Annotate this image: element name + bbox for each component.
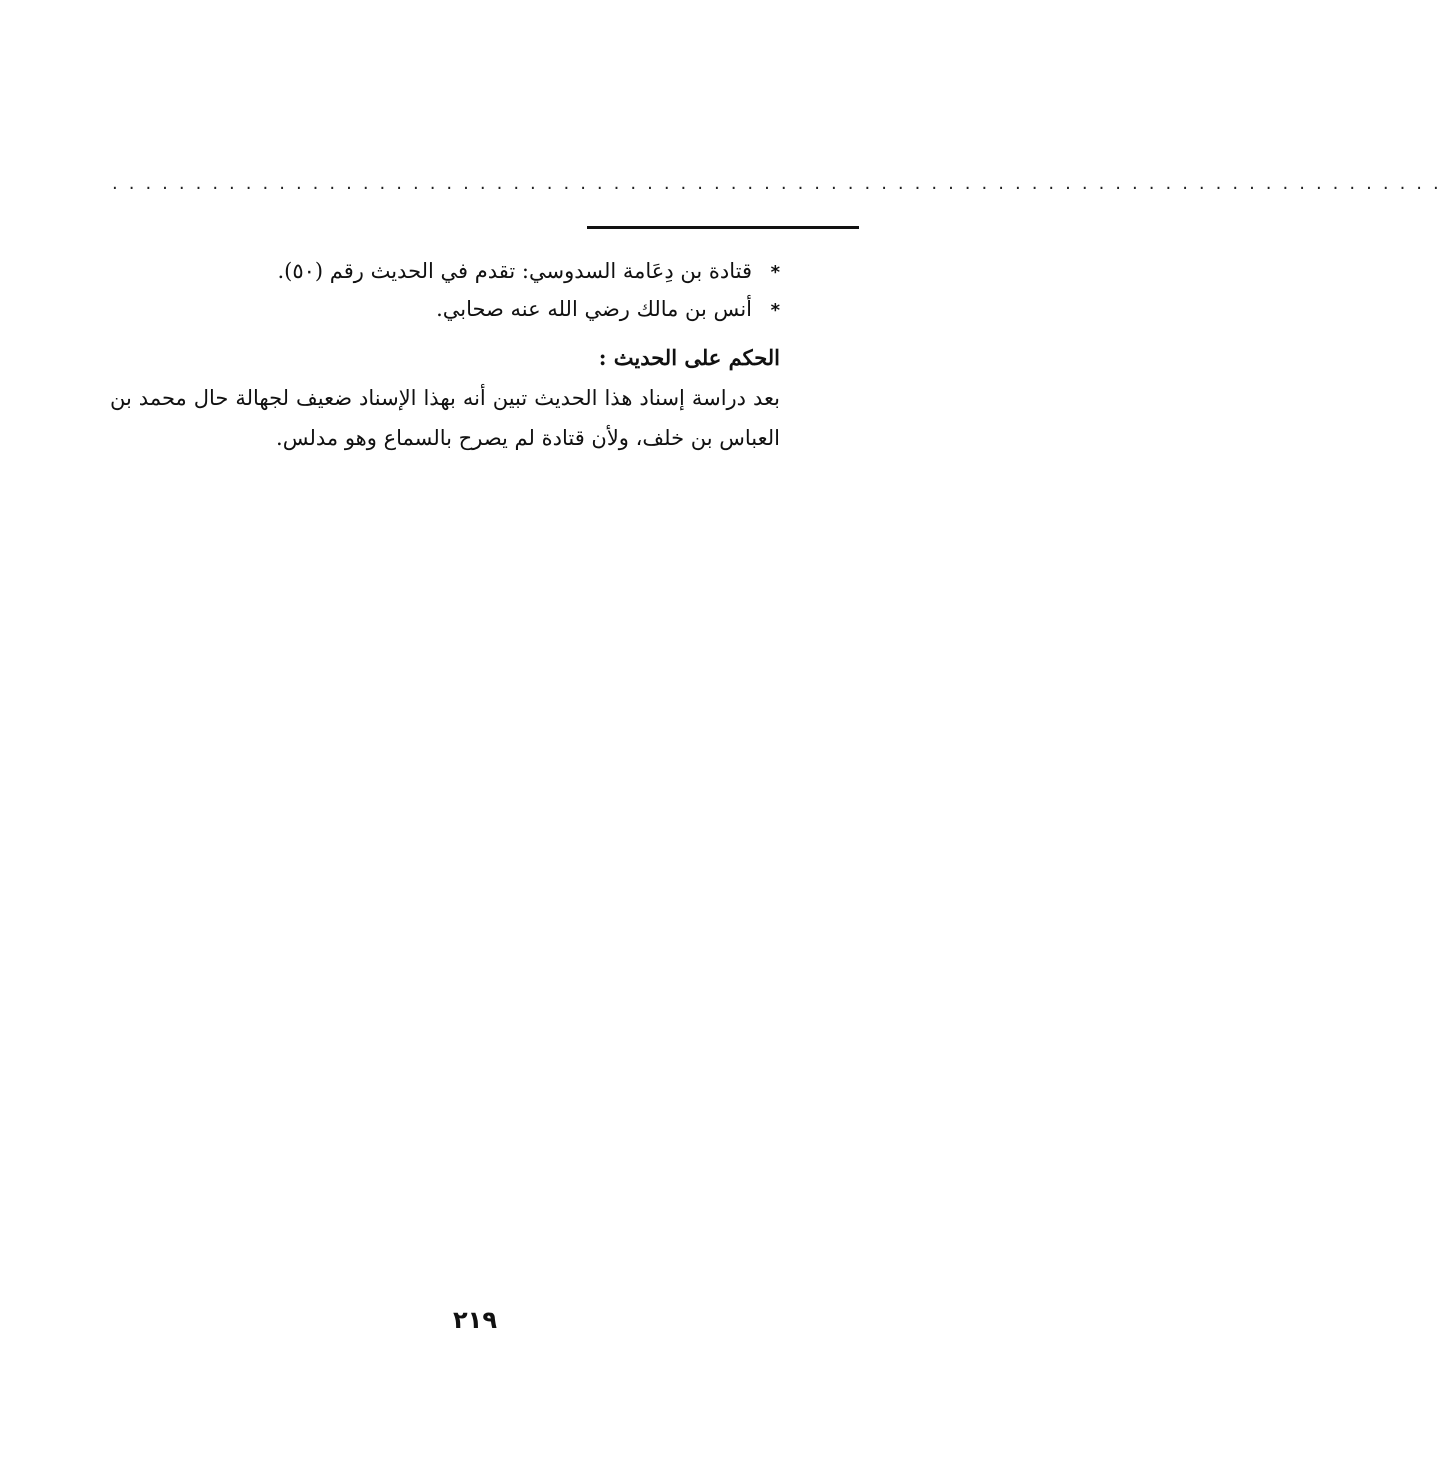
- page-number: ٢١٩: [453, 1306, 497, 1334]
- section-heading: الحكم على الحديث :: [598, 345, 780, 370]
- horizontal-rule: [587, 226, 859, 229]
- asterisk-icon: *: [770, 262, 780, 283]
- bullet-text: قتادة بن دِعَامة السدوسي: تقدم في الحديث رقم (٥٠).: [277, 259, 752, 283]
- document-body: [110, 252, 780, 458]
- bullet-item: [110, 252, 780, 290]
- bullet-item: [110, 290, 780, 328]
- asterisk-icon: *: [770, 300, 780, 321]
- body-paragraph: بعد دراسة إسناد هذا الحديث تبين أنه بهذا الإسناد ضعيف لجهالة حال محمد بن العباس بن خلف، ولأن قتادة لم يصرح بالسماع وهو مدلس.: [110, 386, 780, 450]
- dotted-separator: ................................................................................: [112, 173, 1450, 194]
- bullet-text: أنس بن مالك رضي الله عنه صحابي.: [436, 297, 752, 321]
